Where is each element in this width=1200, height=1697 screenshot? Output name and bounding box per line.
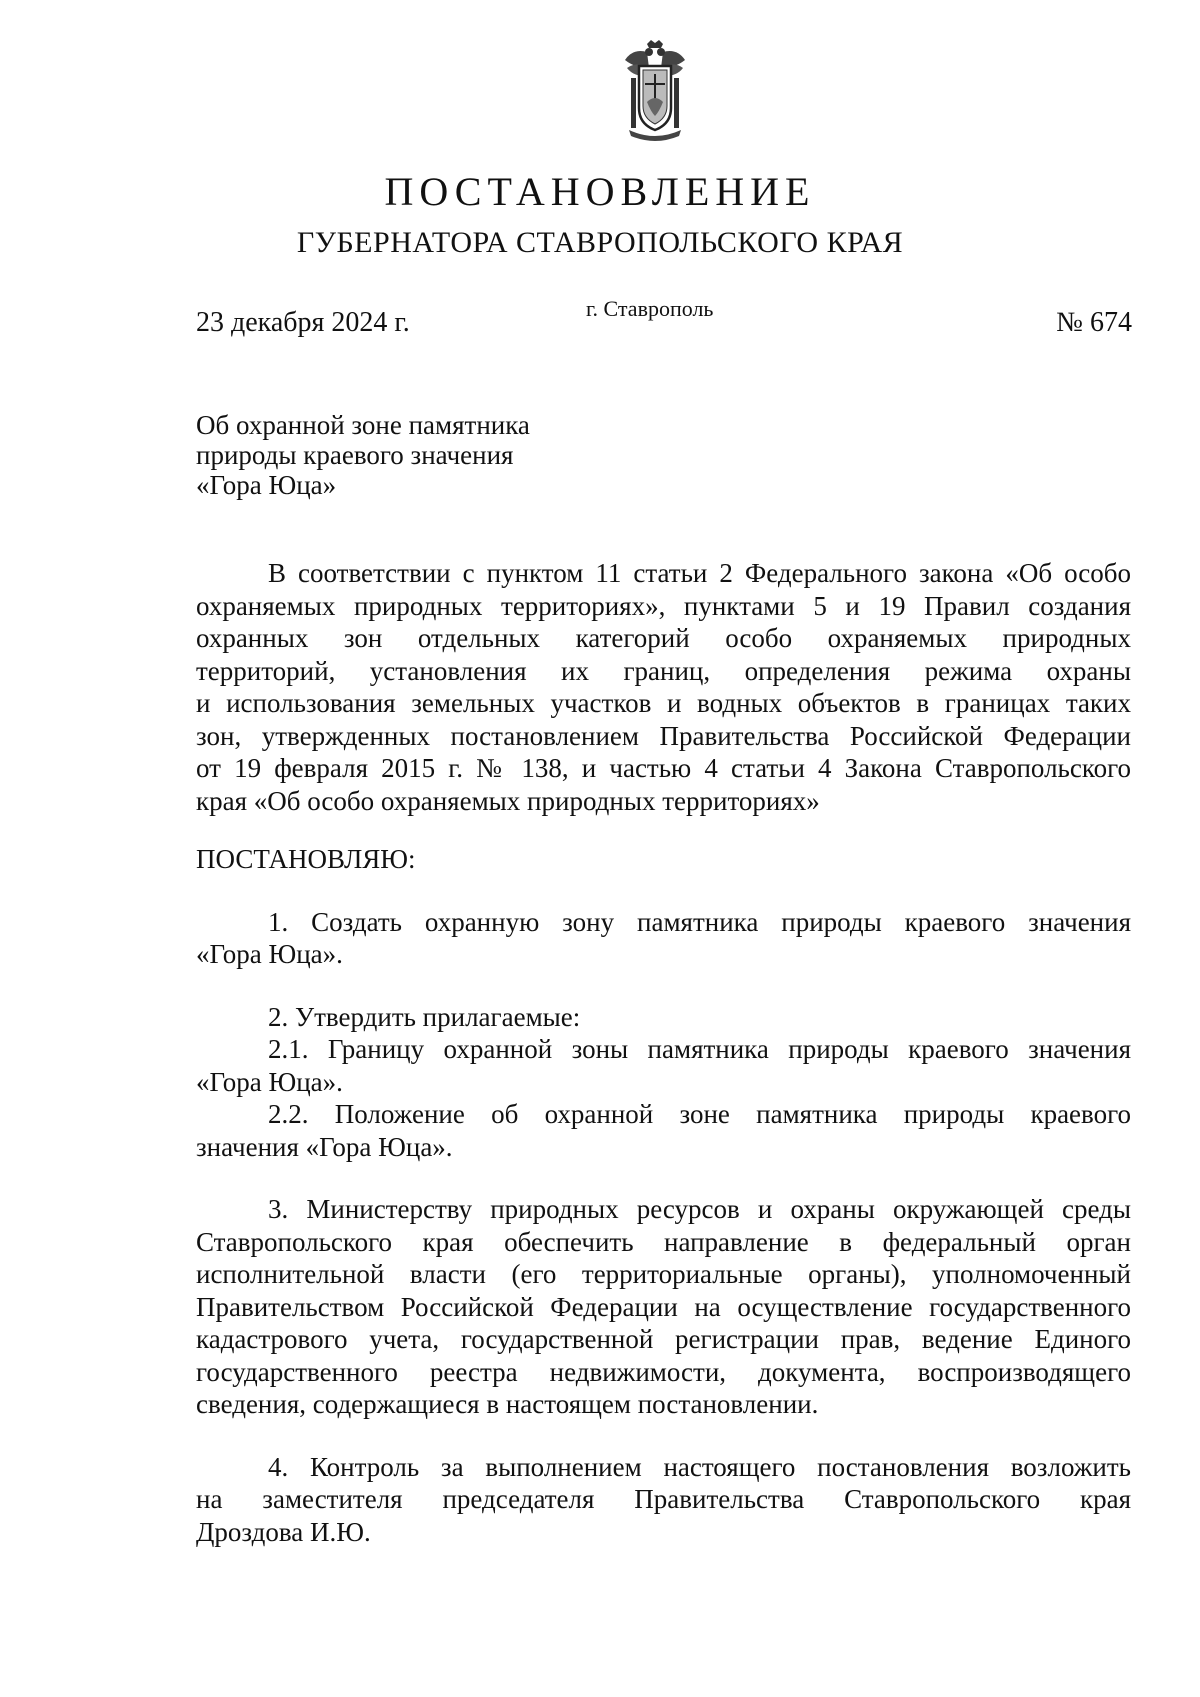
item-line: значения «Гора Юца». <box>196 1131 453 1162</box>
document-body <box>196 557 1131 1548</box>
item-line: сведения, содержащиеся в настоящем постановлении. <box>196 1389 819 1419</box>
item-line: 2.2. Положение об охранной зоне памятника природы краевого <box>268 1099 1131 1129</box>
subject-line: природы краевого значения <box>196 440 514 470</box>
document-subject <box>196 410 716 500</box>
item-line: государственного реестра недвижимости, документа, воспроизводящего <box>196 1356 1131 1387</box>
preamble-line: В соответствии с пунктом 11 статьи 2 Федерального закона «Об особо <box>268 558 1131 588</box>
preamble-line: охранных зон отдельных категорий особо охраняемых природных <box>196 623 1131 653</box>
coat-of-arms-icon <box>619 38 691 142</box>
item-2 <box>196 1001 1131 1164</box>
item-line: 3. Министерству природных ресурсов и охраны окружающей среды <box>268 1194 1131 1224</box>
item-line: кадастрового учета, государственной регистрации прав, ведение Единого <box>196 1324 1131 1354</box>
preamble-line: края «Об особо охраняемых природных территориях» <box>196 785 820 816</box>
preamble-line: от 19 февраля 2015 г. № 138, и частью 4 статьи 4 Закона Ставропольского <box>196 753 1131 783</box>
item-line: 1. Создать охранную зону памятника природы краевого значения <box>268 906 1131 937</box>
item-line: 2. Утвердить прилагаемые: <box>268 1001 581 1032</box>
preamble-line: территорий, установления их границ, определения режима охраны <box>196 655 1131 686</box>
subject-line: «Гора Юца» <box>196 470 337 500</box>
item-line: на заместителя председателя Правительства Ставропольского края <box>196 1484 1131 1514</box>
document-type-title: ПОСТАНОВЛЕНИЕ <box>384 169 816 214</box>
decree-word: ПОСТАНОВЛЯЮ: <box>196 844 416 874</box>
item-line: 2.1. Границу охранной зоны памятника природы краевого значения <box>268 1034 1131 1064</box>
preamble-line: зон, утвержденных постановлением Правительства Российской Федерации <box>196 720 1131 751</box>
issuer-title: ГУБЕРНАТОРА СТАВРОПОЛЬСКОГО КРАЯ <box>296 226 904 259</box>
subject-line: Об охранной зоне памятника <box>196 410 530 440</box>
item-3 <box>196 1193 1131 1421</box>
item-1 <box>196 906 1131 971</box>
preamble-line: охраняемых природных территориях», пунктами 5 и 19 Правил создания <box>196 590 1131 621</box>
item-line: Дроздова И.Ю. <box>196 1516 371 1547</box>
document-number: № 674 <box>1056 307 1132 338</box>
item-4 <box>196 1451 1131 1549</box>
item-line: Ставропольского края обеспечить направление в федеральный орган <box>196 1226 1131 1257</box>
item-line: «Гора Юца». <box>196 939 343 969</box>
item-line: «Гора Юца». <box>196 1066 343 1097</box>
document-city: г. Ставрополь <box>586 296 714 321</box>
item-line: исполнительной власти (его территориальные органы), уполномоченный <box>196 1259 1131 1289</box>
preamble-paragraph <box>196 557 1131 817</box>
item-line: Правительством Российской Федерации на осуществление государственного <box>196 1291 1131 1322</box>
preamble-line: и использования земельных участков и водных объектов в границах таких <box>196 688 1131 718</box>
item-line: 4. Контроль за выполнением настоящего постановления возложить <box>268 1451 1131 1482</box>
document-date: 23 декабря 2024 г. <box>196 307 410 338</box>
